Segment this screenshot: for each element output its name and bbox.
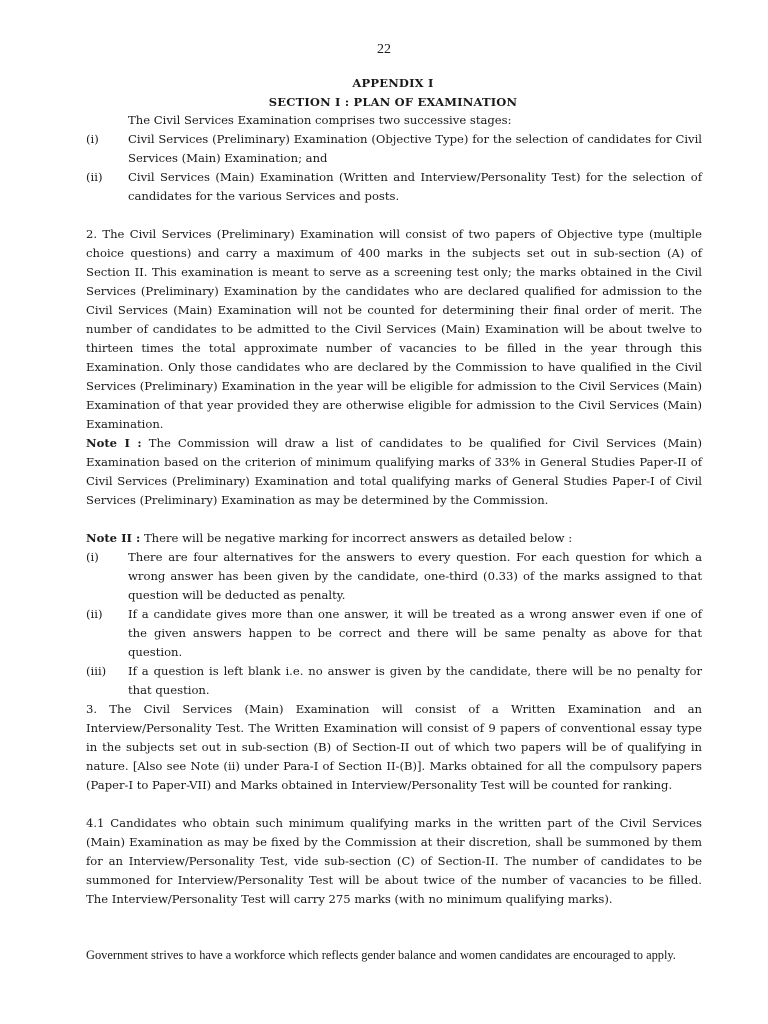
list-marker: (i) [86,550,99,564]
note-1-text: The Commission will draw a list of candidates to be qualified for Civil Services (Main) Examination based on the criterion of minimum qualifying marks of 33% in General Studies Paper-II of Civil Services (Preliminary) Examination and total qualifying marks of General Studies Paper-I of Civil Services (Preliminary) Examination as may be determined by the Commission. [86,436,702,507]
stages-list [86,130,702,206]
list-marker: (ii) [86,170,103,184]
footer-note: Government strives to have a workforce which reflects gender balance and women candidates are encouraged to apply. [86,948,676,962]
list-item [86,605,702,662]
paragraph-2: 2. The Civil Services (Preliminary) Examination will consist of two papers of Objective type (multiple choice questions) and carry a maximum of 400 marks in the subjects set out in sub-section (A) of Section II. This examination is meant to serve as a screening test only; the marks obtained in the Civil Services (Preliminary) Examination by the candidates who are declared qualified for admission to the Civil Services (Main) Examination will not be counted for determining their final order of merit. The number of candidates to be admitted to the Civil Services (Main) Examination will be about twelve to thirteen times the total approximate number of vacancies to be filled in the year through this Examination. Only those candidates who are declared by the Commission to have qualified in the Civil Services (Preliminary) Examination in the year will be eligible for admission to the Civil Services (Main) Examination of that year provided they are otherwise eligible for admission to the Civil Services (Main) Examination. [86,227,702,431]
list-item [86,130,702,168]
note-1 [86,434,702,510]
list-item-text: Civil Services (Main) Examination (Written and Interview/Personality Test) for the selection of candidates for the various Services and posts. [128,170,702,203]
paragraph-3: 3. The Civil Services (Main) Examination will consist of a Written Examination and an Interview/Personality Test. The Written Examination will consist of 9 papers of conventional essay type in the subjects set out in sub-section (B) of Section-II out of which two papers will be of qualifying in nature. [Also see Note (ii) under Para-I of Section II-(B)]. Marks obtained for all the compulsory papers (Paper-I to Paper-VII) and Marks obtained in Interview/Personality Test will be counted for ranking. [86,702,702,792]
list-item-text: Civil Services (Preliminary) Examination (Objective Type) for the selection of candidates for Civil Services (Main) Examination; and [128,132,702,165]
list-item-text: There are four alternatives for the answers to every question. For each question for which a wrong answer has been given by the candidate, one-third (0.33) of the marks assigned to that question will be deducted as penalty. [128,550,702,602]
list-item [86,168,702,206]
appendix-title: APPENDIX I [352,76,434,90]
paragraph-4-1: 4.1 Candidates who obtain such minimum qualifying marks in the written part of the Civil Services (Main) Examination as may be fixed by the Commission at their discretion, shall be summoned by them for an Interview/Personality Test, vide sub-section (C) of Section-II. The number of candidates to be summoned for Interview/Personality Test will be about twice of the number of vacancies to be filled. The Interview/Personality Test will carry 275 marks (with no minimum qualifying marks). [86,816,702,906]
note-1-label: Note I : [86,436,142,450]
note-2-label: Note II : [86,531,141,545]
intro-text: The Civil Services Examination comprises two successive stages: [128,113,512,127]
list-item [86,662,702,700]
note-2-text: There will be negative marking for incorrect answers as detailed below : [140,531,573,545]
section-title: SECTION I : PLAN OF EXAMINATION [268,95,518,109]
list-marker: (i) [86,132,99,146]
list-item [86,548,702,605]
list-item-text: If a question is left blank i.e. no answer is given by the candidate, there will be no penalty for that question. [128,664,702,697]
list-item-text: If a candidate gives more than one answer, it will be treated as a wrong answer even if one of the given answers happen to be correct and there will be same penalty as above for that question. [128,607,702,659]
page-number: 22 [377,42,391,57]
list-marker: (ii) [86,607,103,621]
note-2 [86,529,702,700]
list-marker: (iii) [86,664,107,678]
